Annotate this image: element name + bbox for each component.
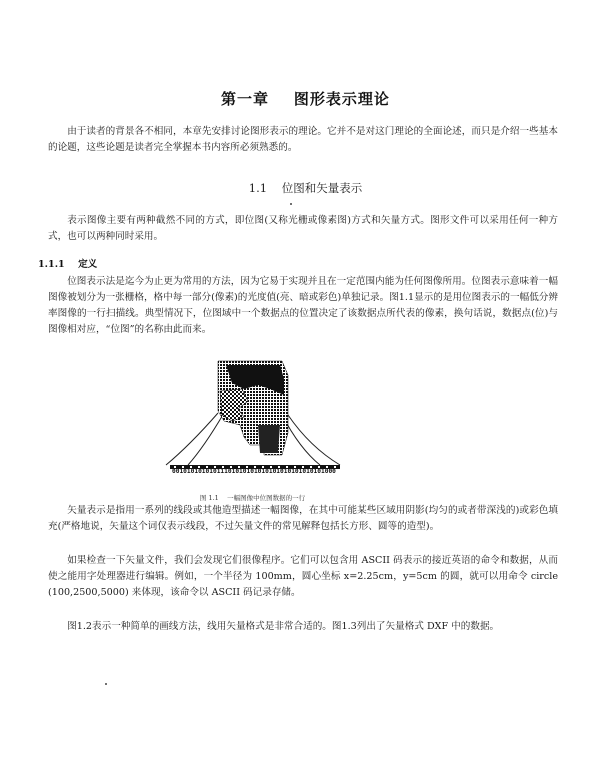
subsection-title: 1.1.1 定义 (38, 259, 98, 270)
ascii-paragraph: 如果检查一下矢量文件，我们会发现它们很像程序。它们可以包含用 ASCII 码表示的接近英语的命令和数据，从而使之能用字处理器进行编辑。例如，一个半径为 100mm，圆心坐标 x=2.25cm，y=5cm 的圆，就可以用命令 circle (100,2500,5000) 来体现，该命令以 ASCII 码记录存储。 (48, 555, 558, 598)
figure-bitstring: 00101010101011101010101010101010101010101000 (172, 468, 336, 475)
vector-paragraph: 矢量表示是指用一系列的线段或其他造型描述一幅图像，在其中可能某些区域用阴影(均匀的或者带深浅的)或彩色填充(严格地说，矢量这个词仅表示线段，不过矢量文件的常见解释包括长方形、圆等的造型)。 (48, 505, 558, 532)
section-intro-paragraph: 表示图像主要有两种截然不同的方式，即位图(又称光栅或像素图)方式和矢量方式。图形文件可以采用任何一种方式，也可以两种同时采用。 (48, 215, 558, 242)
scan-speck (290, 203, 292, 205)
chapter-title: 第一章 图形表示理论 (221, 90, 390, 108)
figure-bitmap-head (160, 355, 350, 480)
intro-paragraph: 由于读者的背景各不相同，本章先安排讨论图形表示的理论。它并不是对这门理论的全面论述，而只是介绍一些基本的论题，这些论题是读者完全掌握本书内容所必须熟悉的。 (48, 126, 558, 153)
section-title: 1.1 位图和矢量表示 (248, 181, 363, 195)
dxf-paragraph: 图1.2表示一种简单的画线方法，线用矢量格式是非常合适的。图1.3列出了矢量格式 DXF 中的数据。 (67, 621, 500, 632)
bitmap-paragraph: 位图表示法是迄今为止更为常用的方法，因为它易于实现并且在一定范围内能为任何图像所用。位图表示意味着一幅图像被划分为一张栅格，格中每一部分(像素)的光度值(亮、暗或彩色)单独记录。图1.1显示的是用位图表示的一幅低分辨率图像的一行扫描线。典型情况下，位图域中一个数据点的位置决定了该数据点所代表的像素，换句话说，数据点(位)与图像相对应，“位图”的名称由此而来。 (48, 276, 558, 335)
scan-speck (105, 683, 107, 685)
figure-caption: 图 1.1 一幅图像中位图数据的一行 (199, 494, 306, 502)
